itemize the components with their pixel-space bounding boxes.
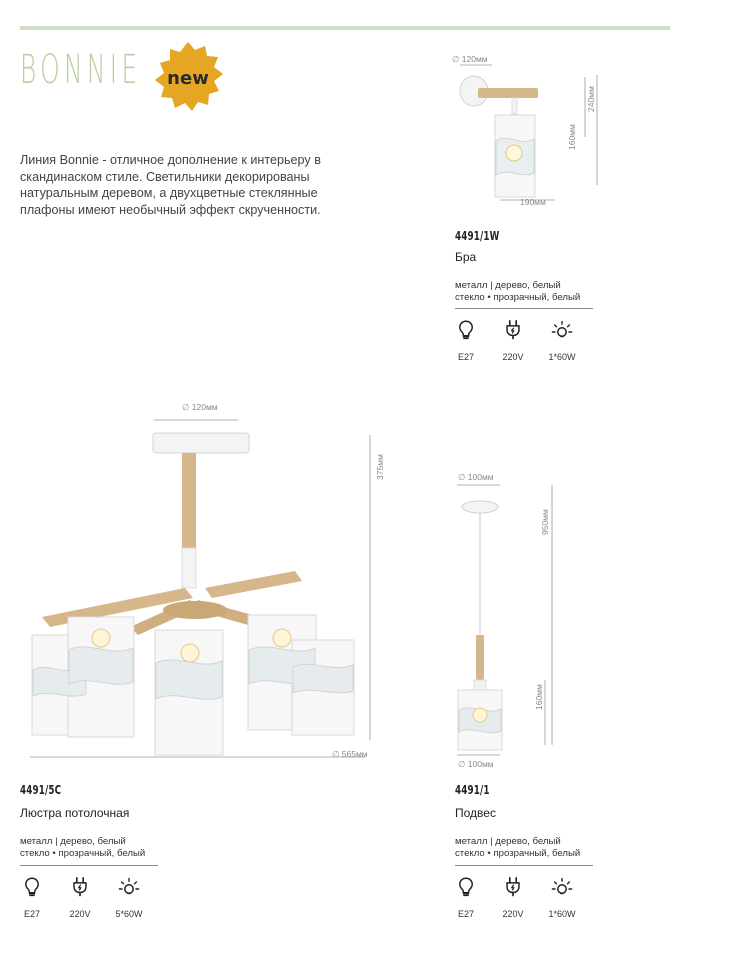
power-label: 5*60W: [115, 909, 143, 919]
bulb-icon: [21, 875, 43, 899]
chandelier-height-dim: 375мм: [375, 454, 385, 480]
light-icon: [117, 875, 141, 899]
badge-label: new: [167, 68, 209, 89]
spec-divider: [455, 308, 593, 309]
sconce-total-height-dim: 240мм: [586, 86, 596, 112]
light-icon: [550, 318, 574, 342]
spec-line-metal: металл | дерево, белый: [455, 836, 561, 847]
spec-divider: [20, 865, 158, 866]
voltage-label: 220V: [502, 909, 524, 919]
voltage-label: 220V: [502, 352, 524, 362]
accent-divider: [20, 26, 670, 30]
spec-material: [455, 836, 580, 861]
pendant-shade-diameter-dim: ∅ 100мм: [458, 759, 494, 770]
pendant-shade-height-dim: 160мм: [534, 684, 544, 710]
new-badge: [148, 40, 228, 118]
chandelier-base-dim: ∅ 120мм: [182, 402, 218, 413]
brand-title: BONNIE: [20, 47, 142, 93]
spec-icons: [440, 318, 600, 368]
power-label: 1*60W: [548, 909, 576, 919]
plug-icon: [502, 318, 524, 342]
badge-star-icon: [148, 40, 228, 118]
light-icon: [550, 875, 574, 899]
bulb-icon: [455, 318, 477, 342]
product-code: 4491/1: [455, 782, 490, 797]
bulb-icon: [455, 875, 477, 899]
spec-line-metal: металл | дерево, белый: [455, 280, 561, 291]
intro-paragraph: Линия Bonnie - отличное дополнение к интерьеру в скандинаском стиле. Светильники декорированы натуральным деревом, а двухцветные стеклянные плафоны имеют необычный эффект скрученности.: [20, 153, 321, 217]
product-code: 4491/5C: [20, 782, 62, 797]
plug-icon: [69, 875, 91, 899]
spec-material: [20, 836, 145, 861]
socket-label: E27: [457, 352, 474, 362]
sconce-base-dim: ∅ 120мм: [452, 54, 488, 65]
spec-material: [455, 280, 580, 305]
spec-icons: [5, 875, 165, 925]
product-code: 4491/1W: [455, 228, 500, 243]
product-chandelier-illustration: [20, 395, 400, 770]
product-name: Бра: [455, 250, 477, 264]
product-name: Подвес: [455, 806, 496, 820]
spec-divider: [455, 865, 593, 866]
power-label: 1*60W: [548, 352, 576, 362]
pendant-base-dim: ∅ 100мм: [458, 472, 494, 483]
spec-line-glass: стекло • прозрачный, белый: [455, 292, 581, 304]
spec-line-metal: металл | дерево, белый: [20, 836, 126, 847]
plug-icon: [502, 875, 524, 899]
product-name: Люстра потолочная: [20, 806, 130, 820]
sconce-shade-height-dim: 160мм: [567, 124, 577, 150]
socket-label: E27: [23, 909, 40, 919]
spec-icons: [440, 875, 600, 925]
voltage-label: 220V: [69, 909, 91, 919]
chandelier-diameter-dim: ∅ 565мм: [332, 749, 368, 760]
spec-line-glass: стекло • прозрачный, белый: [455, 848, 581, 860]
spec-line-glass: стекло • прозрачный, белый: [20, 848, 146, 860]
pendant-height-dim: 950мм: [540, 509, 550, 535]
sconce-width-dim: 190мм: [520, 197, 546, 207]
product-sconce-illustration: [440, 45, 610, 215]
socket-label: E27: [457, 909, 474, 919]
